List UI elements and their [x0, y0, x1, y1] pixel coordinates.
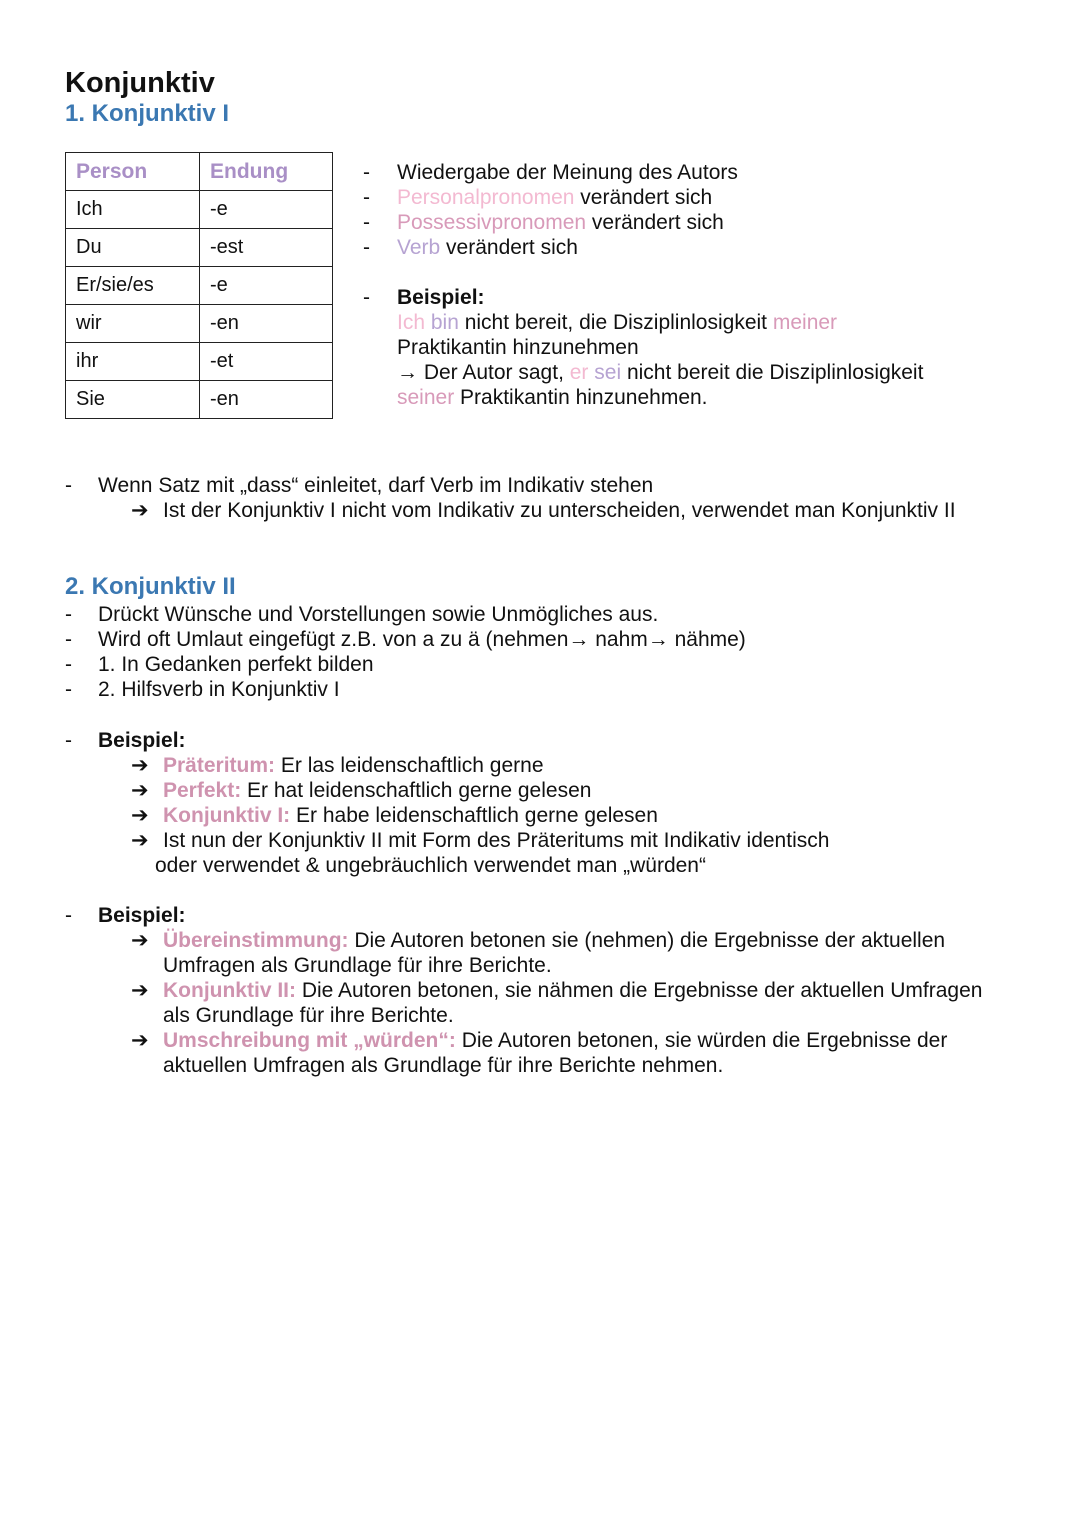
table-row	[66, 191, 333, 229]
example-line: als Grundlage für ihre Berichte.	[163, 1004, 454, 1027]
text: verändert sich	[586, 211, 724, 234]
arrow-icon: ➔	[131, 499, 149, 522]
cell: -en	[200, 305, 333, 343]
cell: -est	[200, 229, 333, 267]
table-row	[66, 381, 333, 419]
bullet-dash: -	[363, 286, 370, 309]
arrow-icon: ➔	[131, 1029, 149, 1052]
highlight: Präteritum:	[163, 754, 276, 777]
bullet-dash: -	[363, 236, 370, 259]
text: Die Autoren betonen, sie nähmen die Ergebnisse der aktuellen Umfragen	[296, 979, 983, 1002]
table-header: Person	[66, 153, 200, 191]
bullet-dash: -	[65, 653, 72, 676]
arrow-icon: ➔	[131, 754, 149, 777]
example-label: Beispiel:	[98, 904, 186, 927]
example-label: Beispiel:	[397, 286, 485, 309]
cell: -e	[200, 191, 333, 229]
highlight: Übereinstimmung:	[163, 929, 349, 952]
text: → Der Autor sagt,	[397, 361, 570, 384]
example-line: oder verwendet & ungebräuchlich verwendet man „würden“	[155, 854, 706, 877]
table-row	[66, 229, 333, 267]
cell: wir	[66, 305, 200, 343]
text: Die Autoren betonen sie (nehmen) die Ergebnisse der aktuellen	[348, 929, 946, 952]
arrow-icon: ➔	[131, 979, 149, 1002]
bullet-dash: -	[363, 211, 370, 234]
highlight: Ich	[397, 311, 426, 334]
bullet-dash: -	[65, 628, 72, 651]
text: verändert sich	[440, 236, 578, 259]
section-heading-konjunktiv-1: 1. Konjunktiv I	[65, 100, 230, 127]
highlight: seiner	[397, 386, 455, 409]
arrow-icon: ➔	[131, 804, 149, 827]
bullet-text	[397, 210, 724, 235]
highlight: Konjunktiv II:	[163, 979, 296, 1002]
example-line	[163, 928, 945, 953]
example-line	[163, 778, 591, 803]
bullet-dash: -	[65, 904, 72, 927]
table-row	[66, 267, 333, 305]
text: Er hat leidenschaftlich gerne gelesen	[241, 779, 592, 802]
highlight: Verb	[397, 236, 441, 259]
highlight: Personalpronomen	[397, 186, 575, 209]
bullet-dash: -	[65, 729, 72, 752]
example-line	[163, 803, 658, 828]
bullet-text: 1. In Gedanken perfekt bilden	[98, 653, 374, 676]
bullet-text: Wenn Satz mit „dass“ einleitet, darf Verb im Indikativ stehen	[98, 474, 654, 497]
example-line	[163, 978, 982, 1003]
highlight: Possessivpronomen	[397, 211, 587, 234]
bullet-text: Drückt Wünsche und Vorstellungen sowie Unmögliches aus.	[98, 603, 659, 626]
text: nicht bereit, die Disziplinlosigkeit	[458, 311, 773, 334]
bullet-text: 2. Hilfsverb in Konjunktiv I	[98, 678, 340, 701]
highlight: er	[569, 361, 589, 384]
example-label: Beispiel:	[98, 729, 186, 752]
table-header: Endung	[200, 153, 333, 191]
cell: Ich	[66, 191, 200, 229]
arrow-icon: ➔	[131, 929, 149, 952]
example-line: Umfragen als Grundlage für ihre Berichte.	[163, 954, 552, 977]
highlight: Konjunktiv I:	[163, 804, 291, 827]
text: Die Autoren betonen, sie würden die Ergebnisse der	[455, 1029, 948, 1052]
bullet-dash: -	[363, 186, 370, 209]
example-line	[163, 1028, 947, 1053]
example-line	[163, 753, 544, 778]
arrow-icon: ➔	[131, 779, 149, 802]
example-line: Praktikantin hinzunehmen	[397, 336, 639, 359]
bullet-dash: -	[363, 161, 370, 184]
example-line: aktuellen Umfragen als Grundlage für ihre Berichte nehmen.	[163, 1054, 724, 1077]
highlight: bin	[425, 311, 459, 334]
text: verändert sich	[574, 186, 713, 209]
highlight: Perfekt:	[163, 779, 242, 802]
bullet-text: Ist der Konjunktiv I nicht vom Indikativ zu unterscheiden, verwendet man Konjunktiv II	[163, 499, 956, 522]
highlight: meiner	[772, 311, 838, 334]
bullet-text: Wird oft Umlaut eingefügt z.B. von a zu ä (nehmen→ nahm→ nähme)	[98, 628, 746, 651]
bullet-text	[397, 235, 578, 260]
example-line	[397, 360, 923, 385]
bullet-dash: -	[65, 474, 72, 497]
cell: Du	[66, 229, 200, 267]
highlight: sei	[588, 361, 622, 384]
bullet-dash: -	[65, 678, 72, 701]
example-line	[397, 385, 708, 410]
cell: Sie	[66, 381, 200, 419]
table-row	[66, 305, 333, 343]
text: Er las leidenschaftlich gerne	[275, 754, 544, 777]
section-heading-konjunktiv-2: 2. Konjunktiv II	[65, 573, 236, 600]
arrow-icon: ➔	[131, 829, 149, 852]
example-line	[397, 310, 837, 335]
text: Praktikantin hinzunehmen.	[454, 386, 708, 409]
cell: Er/sie/es	[66, 267, 200, 305]
bullet-text	[397, 185, 712, 210]
endings-table	[65, 152, 333, 419]
cell: -et	[200, 343, 333, 381]
cell: -e	[200, 267, 333, 305]
bullet-dash: -	[65, 603, 72, 626]
cell: -en	[200, 381, 333, 419]
text: nicht bereit die Disziplinlosigkeit	[621, 361, 924, 384]
table-row	[66, 343, 333, 381]
example-line: Ist nun der Konjunktiv II mit Form des Präteritums mit Indikativ identisch	[163, 829, 830, 852]
highlight: Umschreibung mit „würden“:	[163, 1029, 456, 1052]
text: Er habe leidenschaftlich gerne gelesen	[290, 804, 658, 827]
cell: ihr	[66, 343, 200, 381]
page-title: Konjunktiv	[65, 67, 215, 99]
bullet-text: Wiedergabe der Meinung des Autors	[397, 161, 738, 184]
